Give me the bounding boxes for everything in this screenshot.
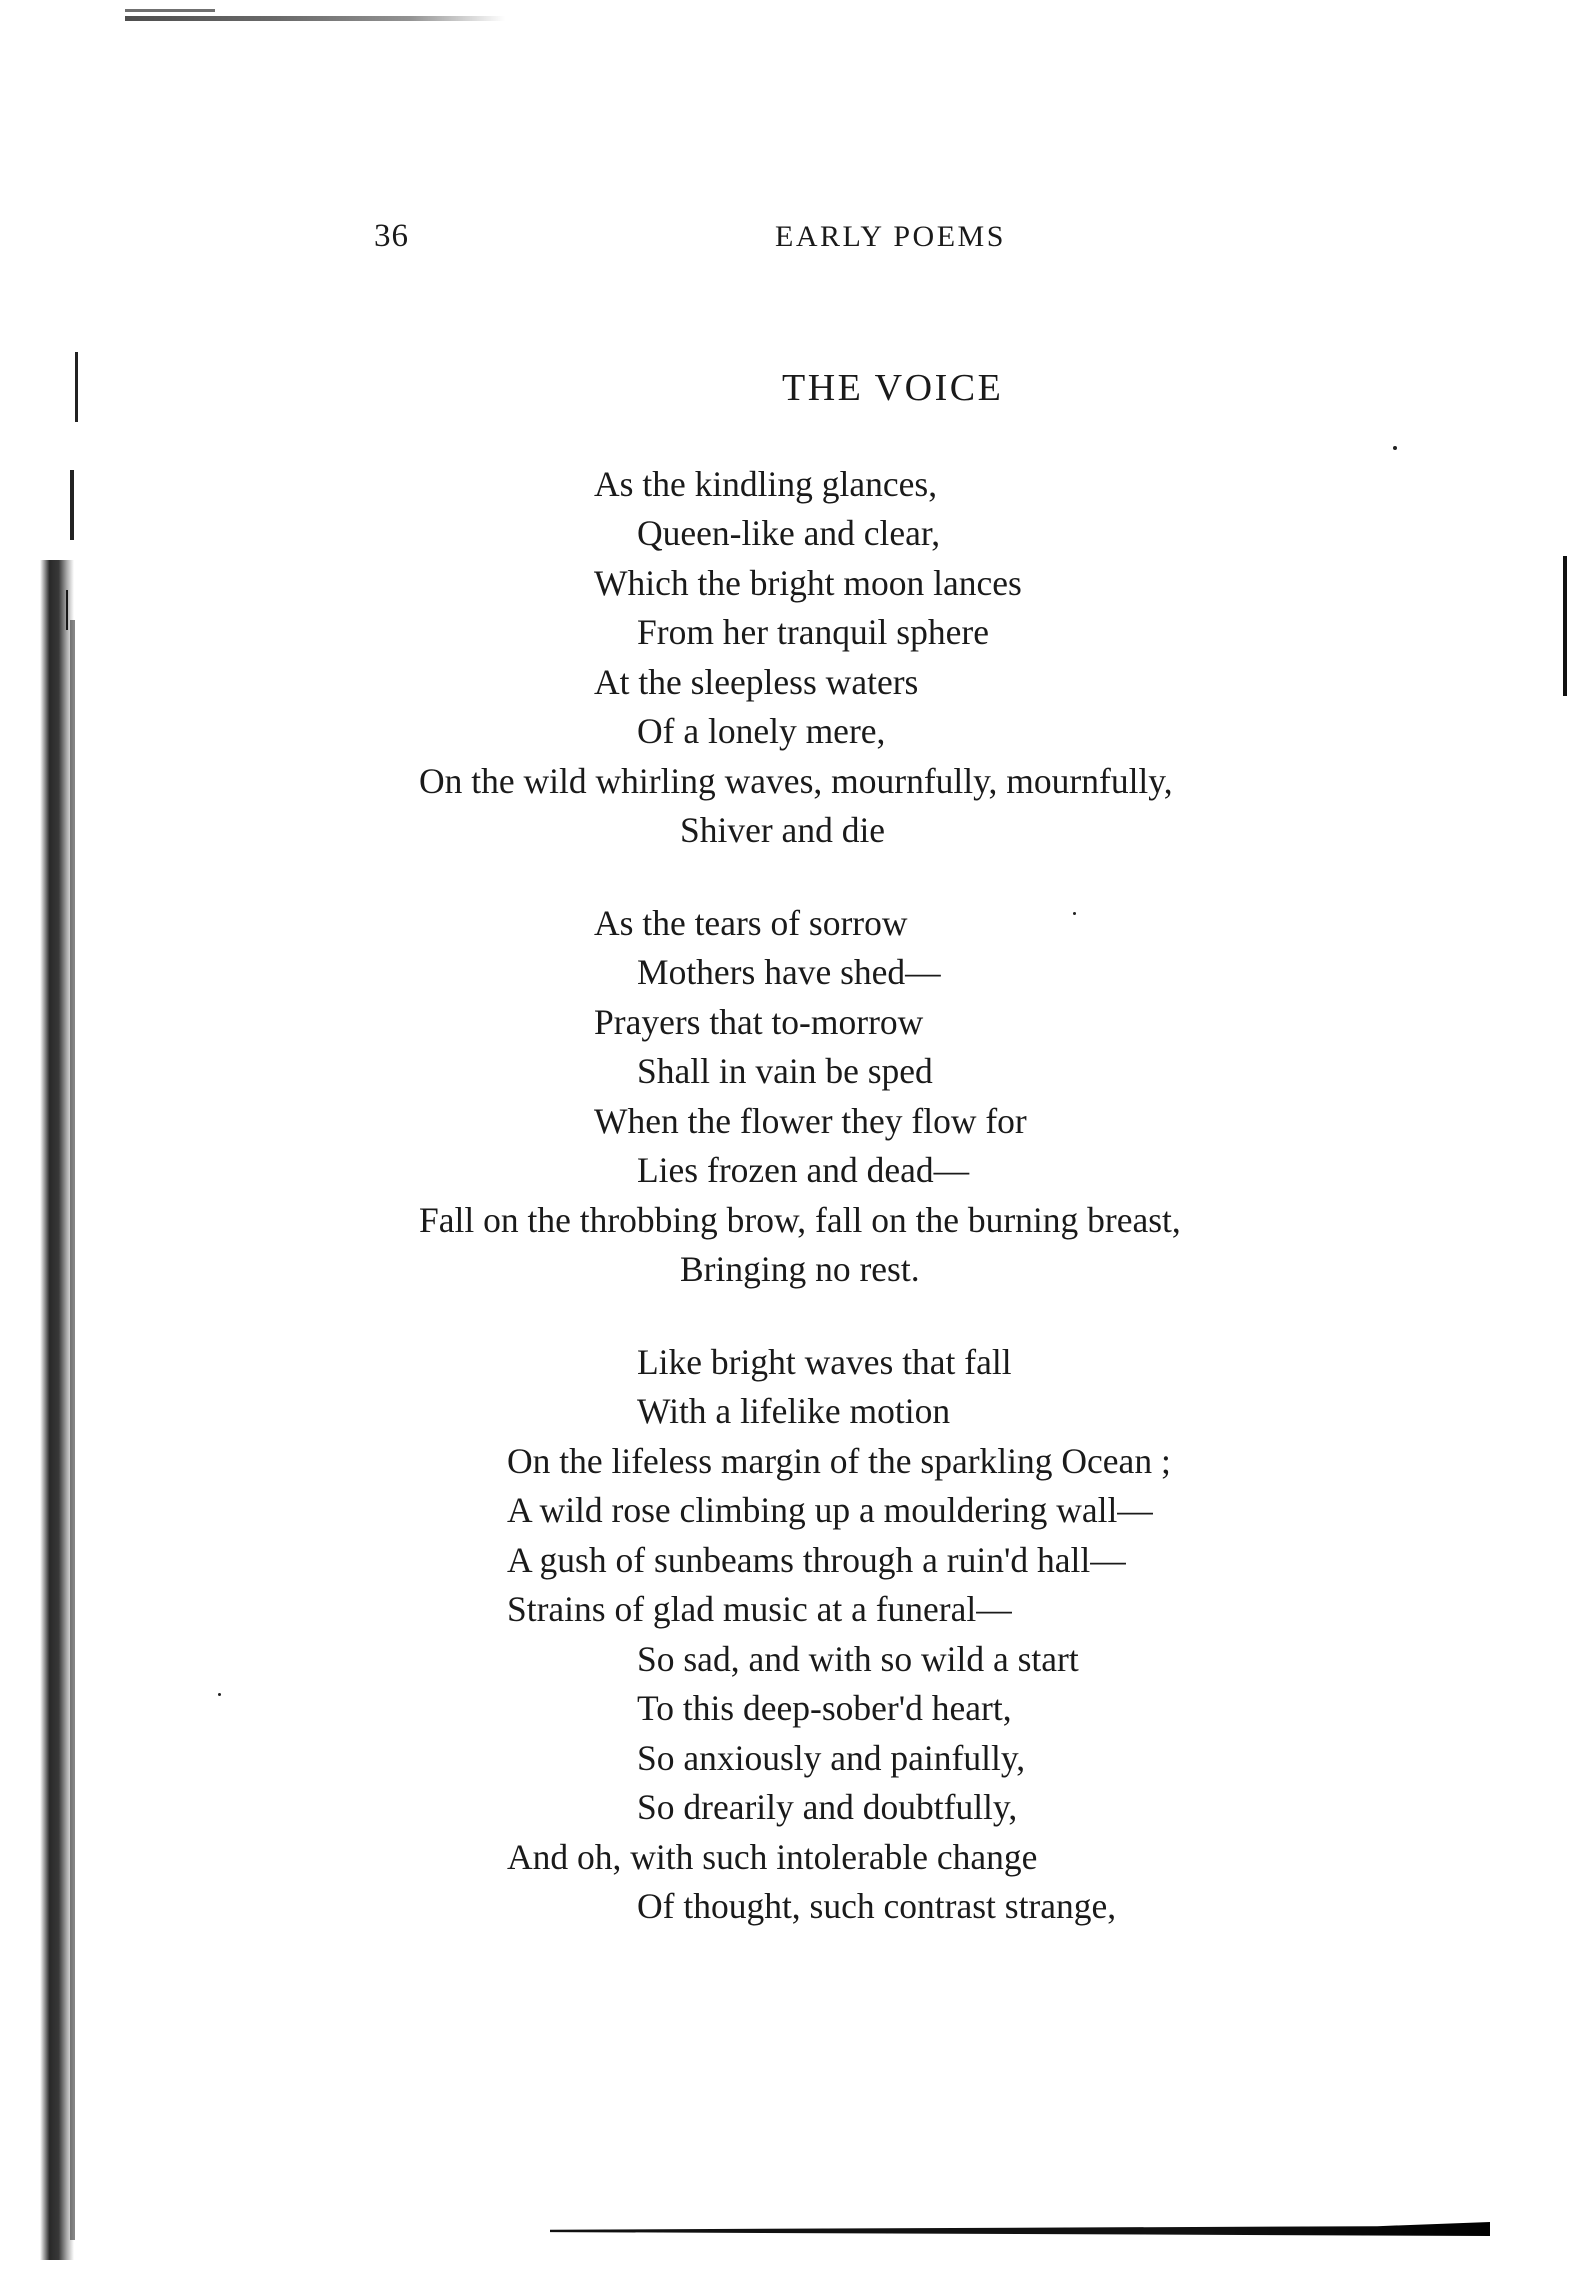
poem-line: A wild rose climbing up a mouldering wall—: [507, 1490, 1153, 1530]
poem-line: Bringing no rest.: [680, 1249, 920, 1289]
scan-artifact-top-left: [125, 9, 215, 12]
scan-spine-line: [70, 620, 75, 2240]
poem-line: Lies frozen and dead—: [637, 1150, 970, 1190]
page-number: 36: [374, 218, 409, 254]
poem-line: Fall on the throbbing brow, fall on the burning breast,: [419, 1200, 1181, 1240]
poem-line: On the wild whirling waves, mournfully, mournfully,: [419, 761, 1173, 801]
poem-line: Mothers have shed—: [637, 952, 941, 992]
poem-line: Like bright waves that fall: [637, 1342, 1012, 1382]
poem-line: With a lifelike motion: [637, 1391, 951, 1431]
poem-line: A gush of sunbeams through a ruin'd hall—: [507, 1540, 1126, 1580]
poem-line: On the lifeless margin of the sparkling Ocean ;: [507, 1441, 1171, 1481]
poem-line: As the tears of sorrow: [594, 903, 908, 943]
poem-line: Shall in vain be sped: [637, 1051, 933, 1091]
poem-line: So drearily and doubtfully,: [637, 1787, 1018, 1827]
poem-line: Shiver and die: [680, 810, 886, 850]
poem-line: Strains of glad music at a funeral—: [507, 1589, 1012, 1629]
poem-line: Queen-like and clear,: [637, 513, 941, 553]
scan-speck: [1393, 446, 1397, 450]
scan-speck: [1073, 912, 1076, 915]
scan-artifact-left-mark: [75, 352, 78, 422]
poem-line: At the sleepless waters: [594, 662, 919, 702]
scan-spine-shadow: [40, 560, 74, 2260]
scan-artifact-bottom-rule: [550, 2222, 1490, 2236]
poem-line: Of thought, such contrast strange,: [637, 1886, 1117, 1926]
poem-line: Prayers that to-morrow: [594, 1002, 924, 1042]
poem-line: Of a lonely mere,: [637, 711, 886, 751]
poem-line: And oh, with such intolerable change: [507, 1837, 1038, 1877]
poem-line: Which the bright moon lances: [594, 563, 1022, 603]
poem-line: So anxiously and painfully,: [637, 1738, 1026, 1778]
scan-speck: [218, 1693, 221, 1696]
scan-artifact-top-rule: [125, 16, 505, 21]
page-header: [0, 218, 1581, 258]
poem-title: THE VOICE: [782, 367, 1004, 409]
scan-artifact-right-mark: [1563, 556, 1567, 696]
poem-line: From her tranquil sphere: [637, 612, 989, 652]
poem-line: To this deep-sober'd heart,: [637, 1688, 1012, 1728]
scan-artifact-left-mark: [70, 470, 74, 540]
poem-line: So sad, and with so wild a start: [637, 1639, 1079, 1679]
poem-line: As the kindling glances,: [594, 464, 938, 504]
poem-line: When the flower they flow for: [594, 1101, 1027, 1141]
running-head: EARLY POEMS: [775, 220, 1006, 253]
